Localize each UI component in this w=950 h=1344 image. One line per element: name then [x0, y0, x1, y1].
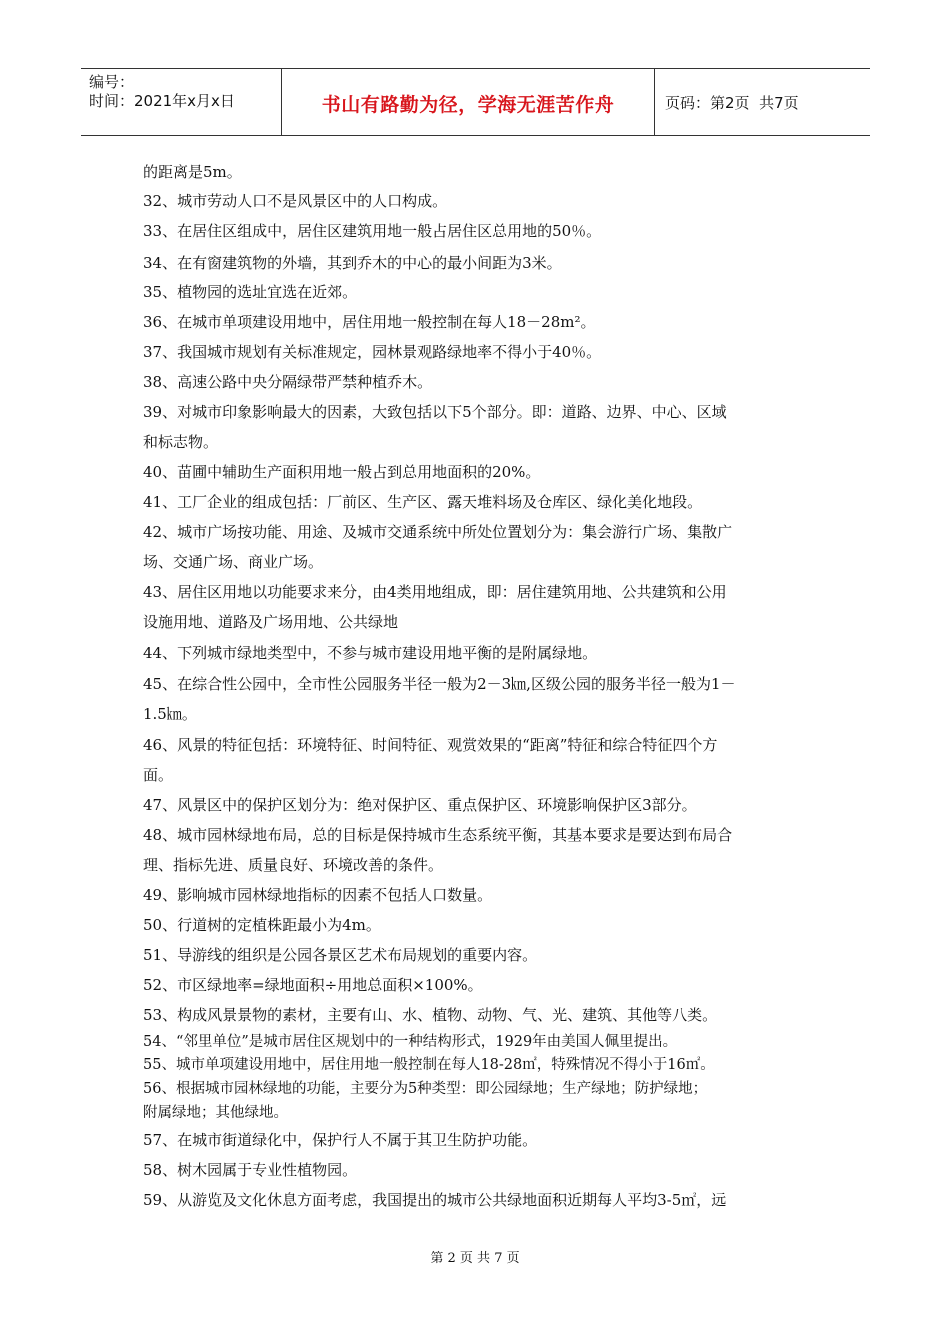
- text-line: 38、高速公路中央分隔绿带严禁种植乔木。: [143, 373, 433, 391]
- text-line: 59、从游览及文化休息方面考虑，我国提出的城市公共绿地面积近期每人平均3-5㎡，远: [143, 1191, 727, 1209]
- text-line: 37、我国城市规划有关标准规定，园林景观路绿地率不得小于40％。: [143, 343, 602, 361]
- text-line: 36、在城市单项建设用地中，居住用地一般控制在每人18－28m²。: [143, 313, 596, 331]
- header-page-info: 页码：第2页 共7页: [665, 93, 799, 112]
- header-page-info-cell: [655, 69, 870, 135]
- text-line: 场、交通广场、商业广场。: [143, 553, 324, 571]
- document-number-label: 编号：: [89, 73, 135, 91]
- text-line: 49、影响城市园林绿地指标的因素不包括人口数量。: [143, 886, 493, 904]
- text-line: 1.5㎞。: [143, 705, 197, 723]
- text-line: 45、在综合性公园中，全市性公园服务半径一般为2－3㎞,区级公园的服务半径一般为1－: [143, 675, 736, 693]
- text-line: 44、下列城市绿地类型中，不参与城市建设用地平衡的是附属绿地。: [143, 644, 598, 662]
- text-line: 的距离是5m。: [143, 163, 242, 181]
- header-motto: 书山有路勤为径，学海无涯苦作舟: [321, 93, 615, 116]
- text-line: 34、在有窗建筑物的外墙，其到乔木的中心的最小间距为3米。: [143, 254, 562, 272]
- text-line: 43、居住区用地以功能要求来分，由4类用地组成，即：居住建筑用地、公共建筑和公用: [143, 583, 727, 601]
- page-header: [81, 68, 870, 136]
- text-line: 40、苗圃中辅助生产面积用地一般占到总用地面积的20%。: [143, 463, 541, 481]
- text-line: 32、城市劳动人口不是风景区中的人口构成。: [143, 192, 448, 210]
- page-footer: 第 2 页 共 7 页: [430, 1251, 520, 1266]
- text-line: 面。: [143, 766, 174, 784]
- text-line: 设施用地、道路及广场用地、公共绿地: [143, 613, 399, 631]
- text-line: 35、植物园的选址宜选在近郊。: [143, 283, 358, 301]
- text-line: 55、城市单项建设用地中，居住用地一般控制在每人18-28㎡，特殊情况不得小于16㎡。: [143, 1057, 715, 1073]
- text-line: 48、城市园林绿地布局，总的目标是保持城市生态系统平衡，其基本要求是要达到布局合: [143, 826, 733, 844]
- header-meta: [81, 69, 282, 135]
- header-motto-cell: [282, 69, 655, 135]
- text-line: 50、行道树的定植株距最小为4m。: [143, 916, 381, 934]
- document-date: 时间：2021年x月x日: [89, 92, 235, 110]
- text-line: 58、树木园属于专业性植物园。: [143, 1161, 358, 1179]
- text-line: 33、在居住区组成中，居住区建筑用地一般占居住区总用地的50％。: [143, 222, 602, 240]
- text-line: 47、风景区中的保护区划分为：绝对保护区、重点保护区、环境影响保护区3部分。: [143, 796, 697, 814]
- text-line: 39、对城市印象影响最大的因素，大致包括以下5个部分。即：道路、边界、中心、区域: [143, 403, 727, 421]
- text-line: 56、根据城市园林绿地的功能，主要分为5种类型：即公园绿地；生产绿地；防护绿地；: [143, 1081, 708, 1097]
- text-line: 51、导游线的组织是公园各景区艺术布局规划的重要内容。: [143, 946, 538, 964]
- text-line: 附属绿地；其他绿地。: [143, 1105, 288, 1121]
- text-line: 46、风景的特征包括：环境特征、时间特征、观赏效果的“距离”特征和综合特征四个方: [143, 736, 718, 754]
- text-line: 52、市区绿地率=绿地面积÷用地总面积×100%。: [143, 976, 483, 994]
- text-line: 42、城市广场按功能、用途、及城市交通系统中所处位置划分为：集会游行广场、集散广: [143, 523, 733, 541]
- text-line: 54、“邻里单位”是城市居住区规划中的一种结构形式，1929年由美国人佩里提出。: [143, 1034, 678, 1050]
- text-line: 57、在城市街道绿化中，保护行人不属于其卫生防护功能。: [143, 1131, 538, 1149]
- text-line: 53、构成风景景物的素材，主要有山、水、植物、动物、气、光、建筑、其他等八类。: [143, 1006, 718, 1024]
- text-line: 41、工厂企业的组成包括：厂前区、生产区、露天堆料场及仓库区、绿化美化地段。: [143, 493, 703, 511]
- text-line: 理、指标先进、质量良好、环境改善的条件。: [143, 856, 444, 874]
- text-line: 和标志物。: [143, 433, 219, 451]
